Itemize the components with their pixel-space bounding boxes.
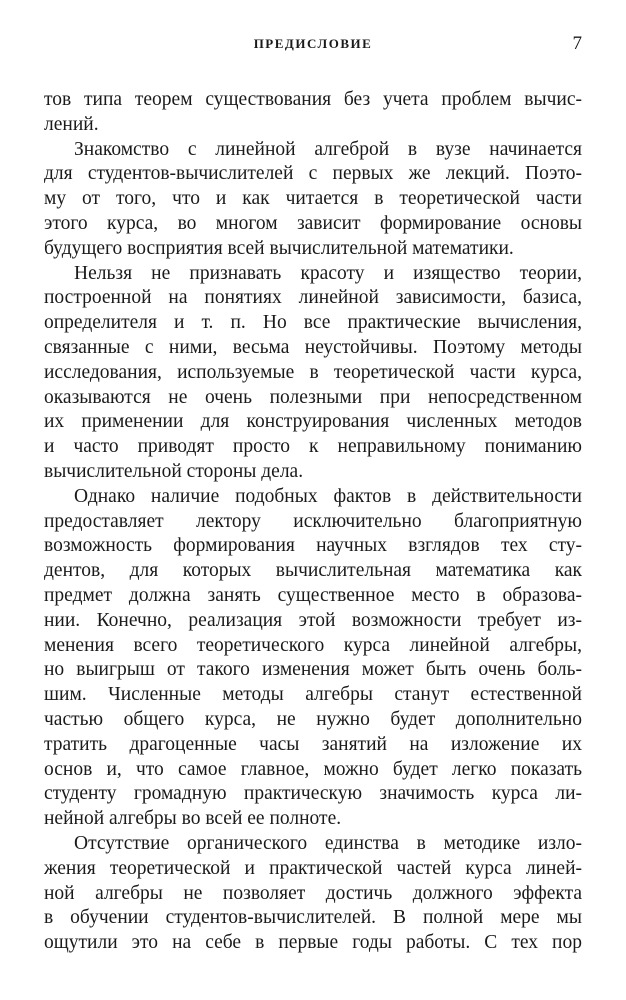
- text-line: нейной алгебры во всей ее полноте.: [44, 808, 342, 830]
- paragraph: [44, 485, 582, 832]
- body-text: [44, 88, 582, 956]
- paragraph: [44, 88, 582, 138]
- text-line: Нельзя не признавать красоту и изящество теории,: [74, 262, 582, 284]
- text-line: Знакомство с линейной алгеброй в вузе начинается: [74, 138, 582, 160]
- text-line: построенной на понятиях линейной зависимости, базиса,: [44, 287, 582, 309]
- text-line: шим. Численные методы алгебры станут естественной: [44, 684, 582, 706]
- paragraph: [44, 832, 582, 956]
- text-line: их применении для конструирования численных методов: [44, 411, 582, 433]
- page-number: 7: [572, 33, 582, 54]
- text-line: частью общего курса, не нужно будет дополнительно: [44, 708, 582, 730]
- text-line: оказываются не очень полезными при непосредственном: [44, 386, 582, 408]
- text-line: Отсутствие органического единства в методике изло-: [74, 832, 582, 854]
- text-line: связанные с ними, весьма неустойчивы. Поэтому методы: [44, 336, 582, 358]
- text-line: исследования, используемые в теоретической части курса,: [44, 361, 582, 383]
- text-line: жения теоретической и практической частей курса линей-: [44, 857, 582, 879]
- text-line: для студентов-вычислителей с первых же лекций. Поэто-: [44, 163, 582, 185]
- running-title: ПРЕДИСЛОВИЕ: [253, 36, 373, 51]
- text-line: возможность формирования научных взглядов тех сту-: [44, 535, 582, 557]
- text-line: тратить драгоценные часы занятий на изложение их: [44, 733, 582, 755]
- text-line: Однако наличие подобных фактов в действительности: [74, 485, 582, 507]
- paragraph: [44, 262, 582, 485]
- text-line: в обучении студентов-вычислителей. В полной мере мы: [44, 907, 582, 929]
- page-header: [44, 33, 582, 58]
- text-line: но выигрыш от такого изменения может быть очень боль-: [44, 659, 582, 681]
- text-line: и часто приводят просто к неправильному пониманию: [44, 436, 582, 458]
- text-line: вычислительной стороны дела.: [44, 460, 304, 482]
- text-line: основ и, что самое главное, можно будет легко показать: [44, 758, 582, 780]
- text-line: му от того, что и как читается в теоретической части: [44, 188, 582, 210]
- text-line: предоставляет лектору исключительно благоприятную: [44, 510, 582, 532]
- text-line: ощутили это на себе в первые годы работы. С тех пор: [44, 932, 582, 954]
- text-line: лений.: [44, 113, 99, 135]
- text-line: менения всего теоретического курса линейной алгебры,: [44, 634, 582, 656]
- text-line: дентов, для которых вычислительная математика как: [44, 560, 582, 582]
- paragraph: [44, 138, 582, 262]
- text-line: этого курса, во многом зависит формирование основы: [44, 212, 582, 234]
- text-line: будущего восприятия всей вычислительной математики.: [44, 237, 514, 259]
- text-line: определителя и т. п. Но все практические вычисления,: [44, 312, 582, 334]
- text-line: предмет должна занять существенное место в образова-: [44, 584, 582, 606]
- text-line: нии. Конечно, реализация этой возможности требует из-: [44, 609, 582, 631]
- text-line: тов типа теорем существования без учета проблем вычис-: [44, 89, 582, 110]
- text-line: ной алгебры не позволяет достичь должного эффекта: [44, 882, 582, 904]
- text-line: студенту громадную практическую значимость курса ли-: [44, 783, 582, 805]
